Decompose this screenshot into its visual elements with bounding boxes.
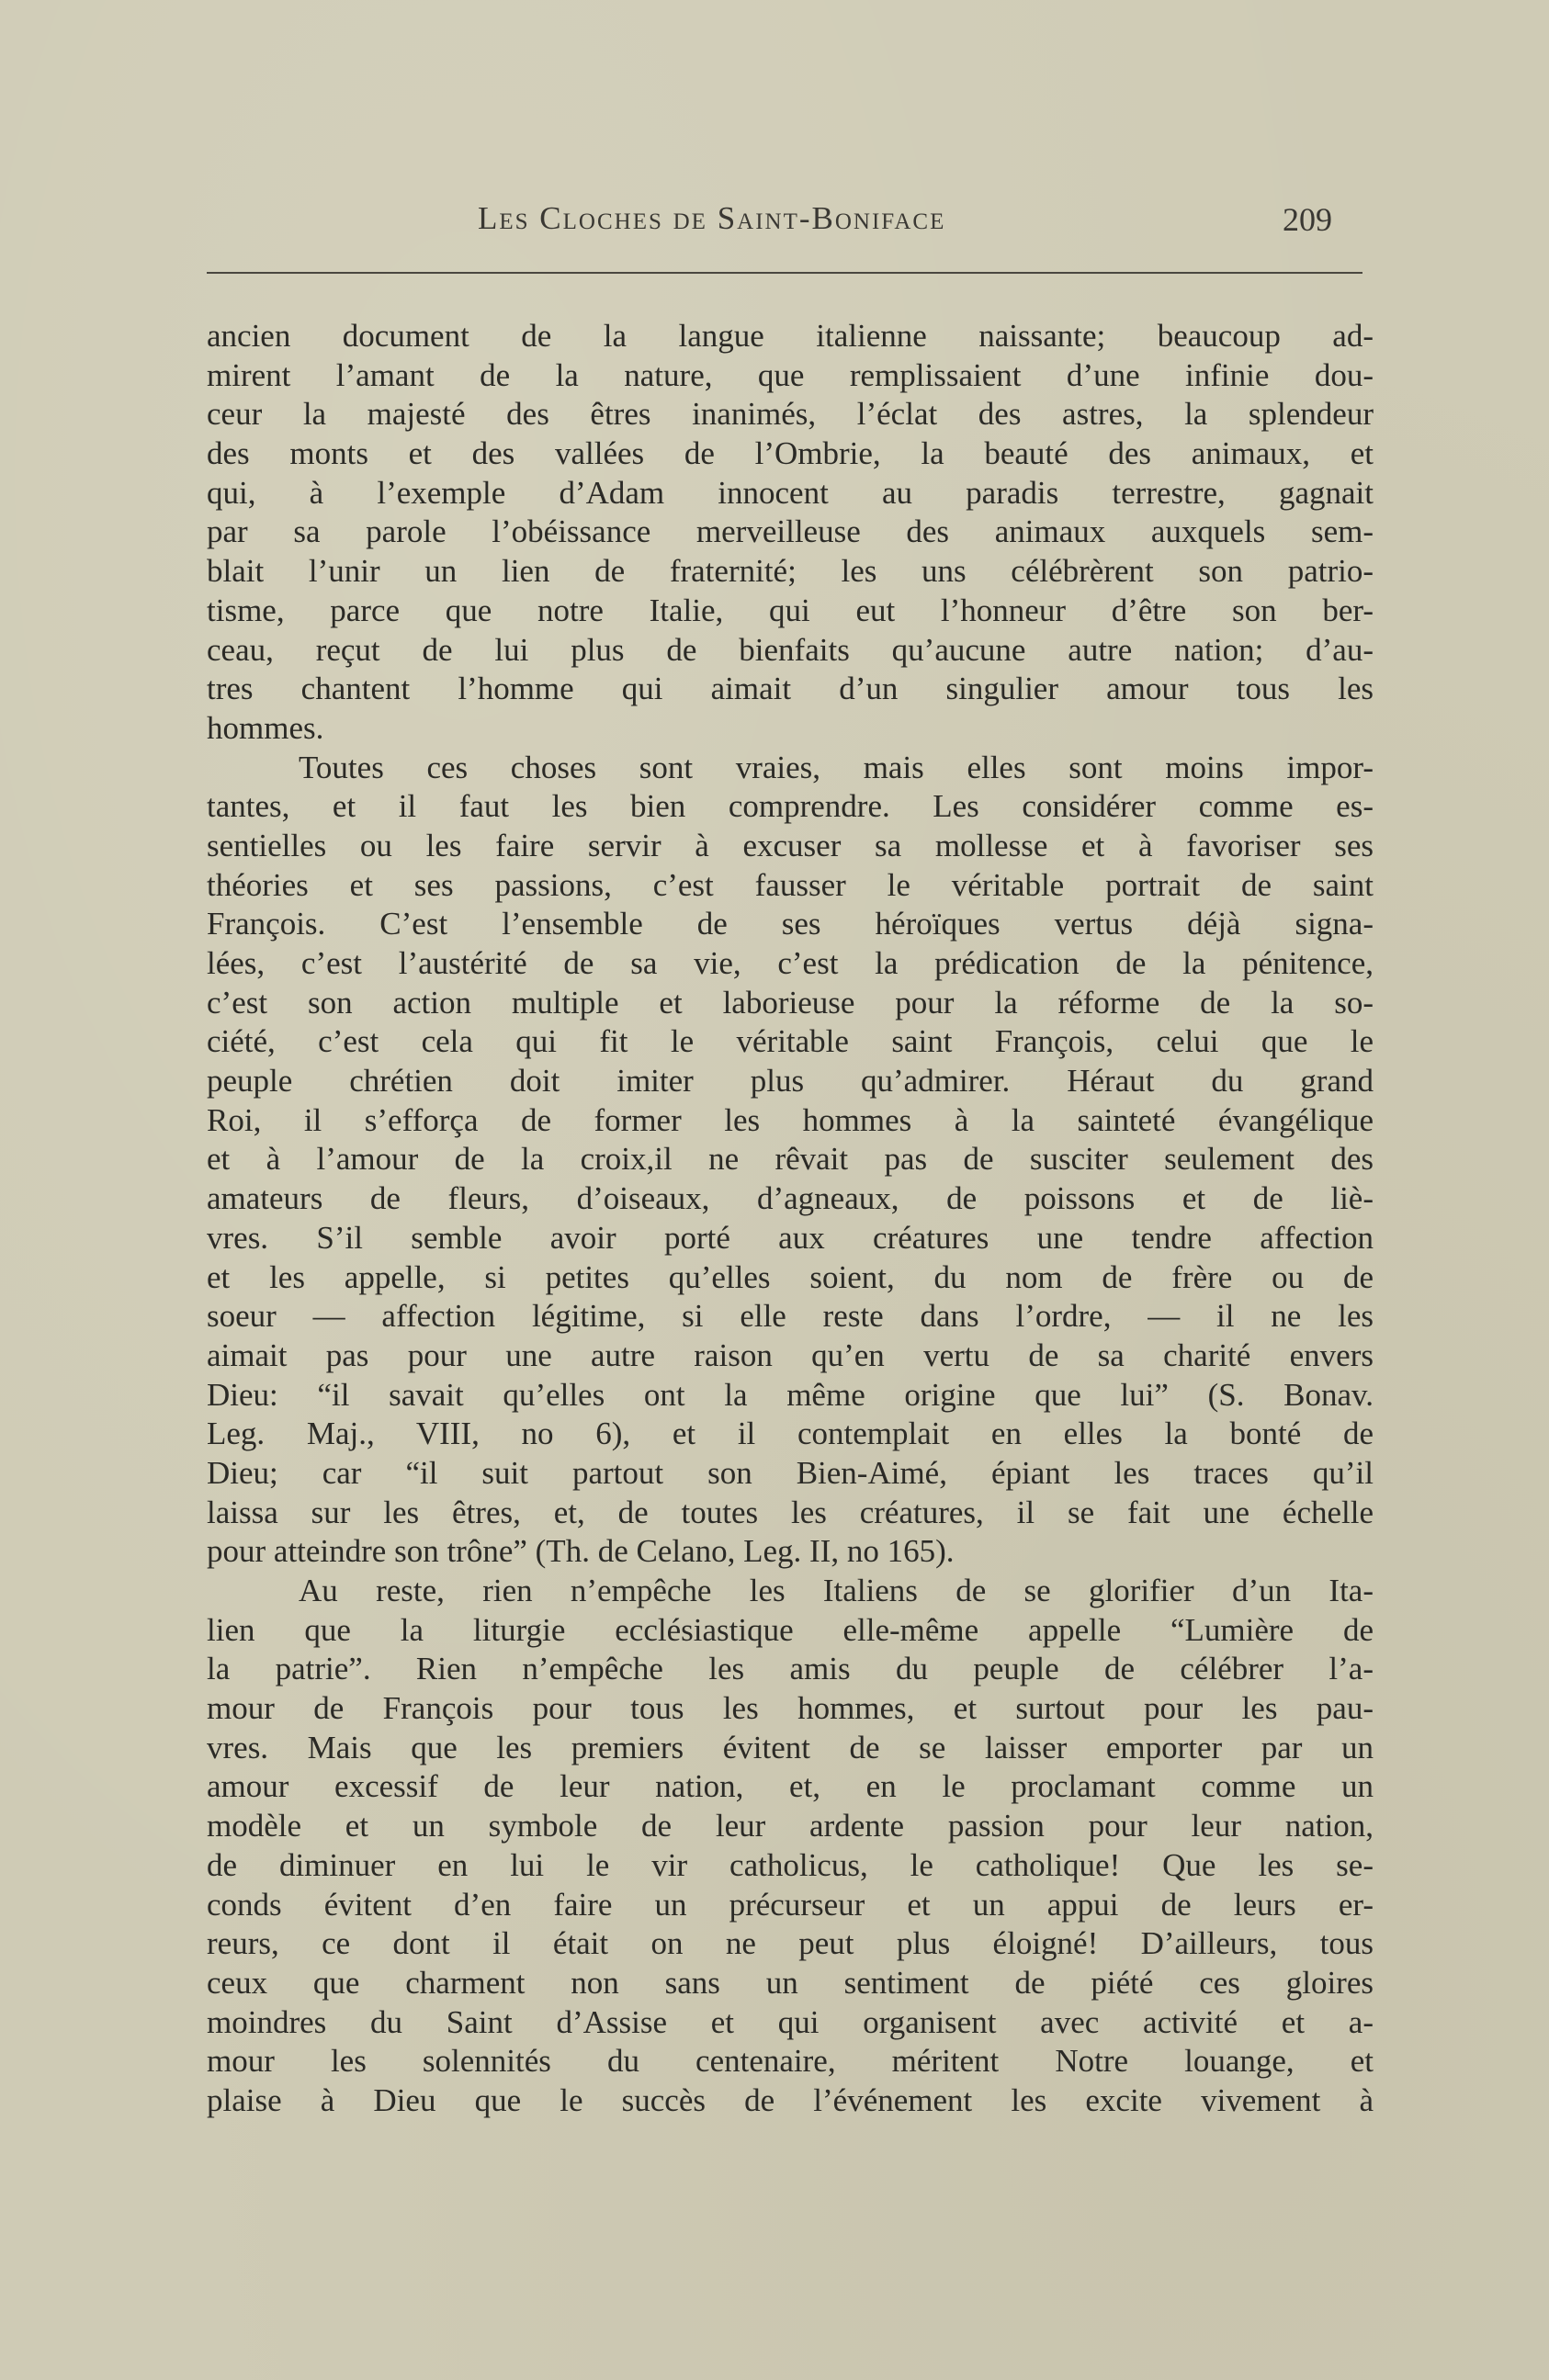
text-line: mour de François pour tous les hommes, et surtout pour les pau- [207, 1690, 1374, 1727]
text-line: et à l’amour de la croix,il ne rêvait pas de susciter seulement des [207, 1141, 1374, 1178]
text-line: la patrie”. Rien n’empêche les amis du peuple de célébrer l’a- [207, 1651, 1374, 1687]
text-line: soeur — affection légitime, si elle reste dans l’ordre, — il ne les [207, 1298, 1374, 1335]
text-line: par sa parole l’obéissance merveilleuse des animaux auxquels sem- [207, 513, 1374, 550]
text-line: tres chantent l’homme qui aimait d’un singulier amour tous les [207, 671, 1374, 707]
text-line: lées, c’est l’austérité de sa vie, c’est la prédication de la pénitence, [207, 945, 1374, 981]
text-line: tantes, et il faut les bien comprendre. Les considérer comme es- [207, 788, 1374, 825]
body-text [207, 317, 1374, 2121]
text-line: ceux que charment non sans un sentiment de piété ces gloires [207, 1964, 1374, 2001]
text-line: et les appelle, si petites qu’elles soient, du nom de frère ou de [207, 1258, 1374, 1295]
text-line: vres. Mais que les premiers évitent de se laisser emporter par un [207, 1729, 1374, 1765]
text-line: des monts et des vallées de l’Ombrie, la beauté des animaux, et [207, 435, 1374, 472]
text-line: sentielles ou les faire servir à excuser sa mollesse et à favoriser ses [207, 827, 1374, 863]
text-line: mirent l’amant de la nature, que remplissaient d’une infinie dou- [207, 356, 1374, 393]
text-line: c’est son action multiple et laborieuse pour la réforme de la so- [207, 984, 1374, 1021]
text-line: conds évitent d’en faire un précurseur et un appui de leurs er- [207, 1886, 1374, 1923]
text-line: Au reste, rien n’empêche les Italiens de se glorifier d’un Ita- [299, 1573, 1374, 1608]
text-line: Dieu: “il savait qu’elles ont la même origine que lui” (S. Bonav. [207, 1376, 1374, 1413]
text-line: qui, à l’exemple d’Adam innocent au paradis terrestre, gagnait [207, 474, 1374, 511]
text-line: ancien document de la langue italienne naissante; beaucoup ad- [207, 318, 1374, 354]
text-line: Dieu; car “il suit partout son Bien-Aimé, épiant les traces qu’il [207, 1454, 1374, 1491]
text-line: Roi, il s’efforça de former les hommes à la sainteté évangélique [207, 1101, 1374, 1138]
text-line: amour excessif de leur nation, et, en le proclamant comme un [207, 1768, 1374, 1805]
text-line: François. C’est l’ensemble de ses héroïques vertus déjà signa- [207, 906, 1374, 942]
text-line: peuple chrétien doit imiter plus qu’admirer. Héraut du grand [207, 1063, 1374, 1100]
running-head-title: Les Cloches de Saint-Boniface [478, 200, 946, 236]
text-line: de diminuer en lui le vir catholicus, le catholique! Que les se- [207, 1846, 1374, 1883]
running-head [478, 200, 1332, 246]
text-line: laissa sur les êtres, et, de toutes les créatures, il se fait une échelle [207, 1494, 1374, 1530]
text-line: reurs, ce dont il était on ne peut plus éloigné! D’ailleurs, tous [207, 1925, 1374, 1962]
text-line: pour atteindre son trône” (Th. de Celano, Leg. II, no 165). [207, 1533, 955, 1570]
text-line: théories et ses passions, c’est fausser le véritable portrait de saint [207, 866, 1374, 903]
text-line: Toutes ces choses sont vraies, mais elles sont moins impor- [299, 749, 1374, 785]
text-line: tisme, parce que notre Italie, qui eut l’honneur d’être son ber- [207, 592, 1374, 628]
text-line: ceau, reçut de lui plus de bienfaits qu’aucune autre nation; d’au- [207, 631, 1374, 668]
text-line: ciété, c’est cela qui fit le véritable saint François, celui que le [207, 1023, 1374, 1060]
text-line: mour les solennités du centenaire, méritent Notre louange, et [207, 2043, 1374, 2080]
text-line: lien que la liturgie ecclésiastique elle-même appelle “Lumière de [207, 1611, 1374, 1648]
header-rule [207, 272, 1362, 274]
text-line: plaise à Dieu que le succès de l’événement les excite vivement à [207, 2081, 1374, 2118]
text-line: Leg. Maj., VIII, no 6), et il contemplait en elles la bonté de [207, 1416, 1374, 1452]
text-line: blait l’unir un lien de fraternité; les uns célébrèrent son patrio- [207, 553, 1374, 590]
text-line: hommes. [207, 709, 324, 746]
text-line: ceur la majesté des êtres inanimés, l’éclat des astres, la splendeur [207, 396, 1374, 433]
text-line: amateurs de fleurs, d’oiseaux, d’agneaux, de poissons et de liè- [207, 1180, 1374, 1217]
text-line: moindres du Saint d’Assise et qui organisent avec activité et a- [207, 2003, 1374, 2040]
page-number: 209 [1283, 201, 1332, 238]
text-line: modèle et un symbole de leur ardente passion pour leur nation, [207, 1808, 1374, 1844]
text-line: aimait pas pour une autre raison qu’en vertu de sa charité envers [207, 1337, 1374, 1373]
text-line: vres. S’il semble avoir porté aux créatures une tendre affection [207, 1219, 1374, 1256]
